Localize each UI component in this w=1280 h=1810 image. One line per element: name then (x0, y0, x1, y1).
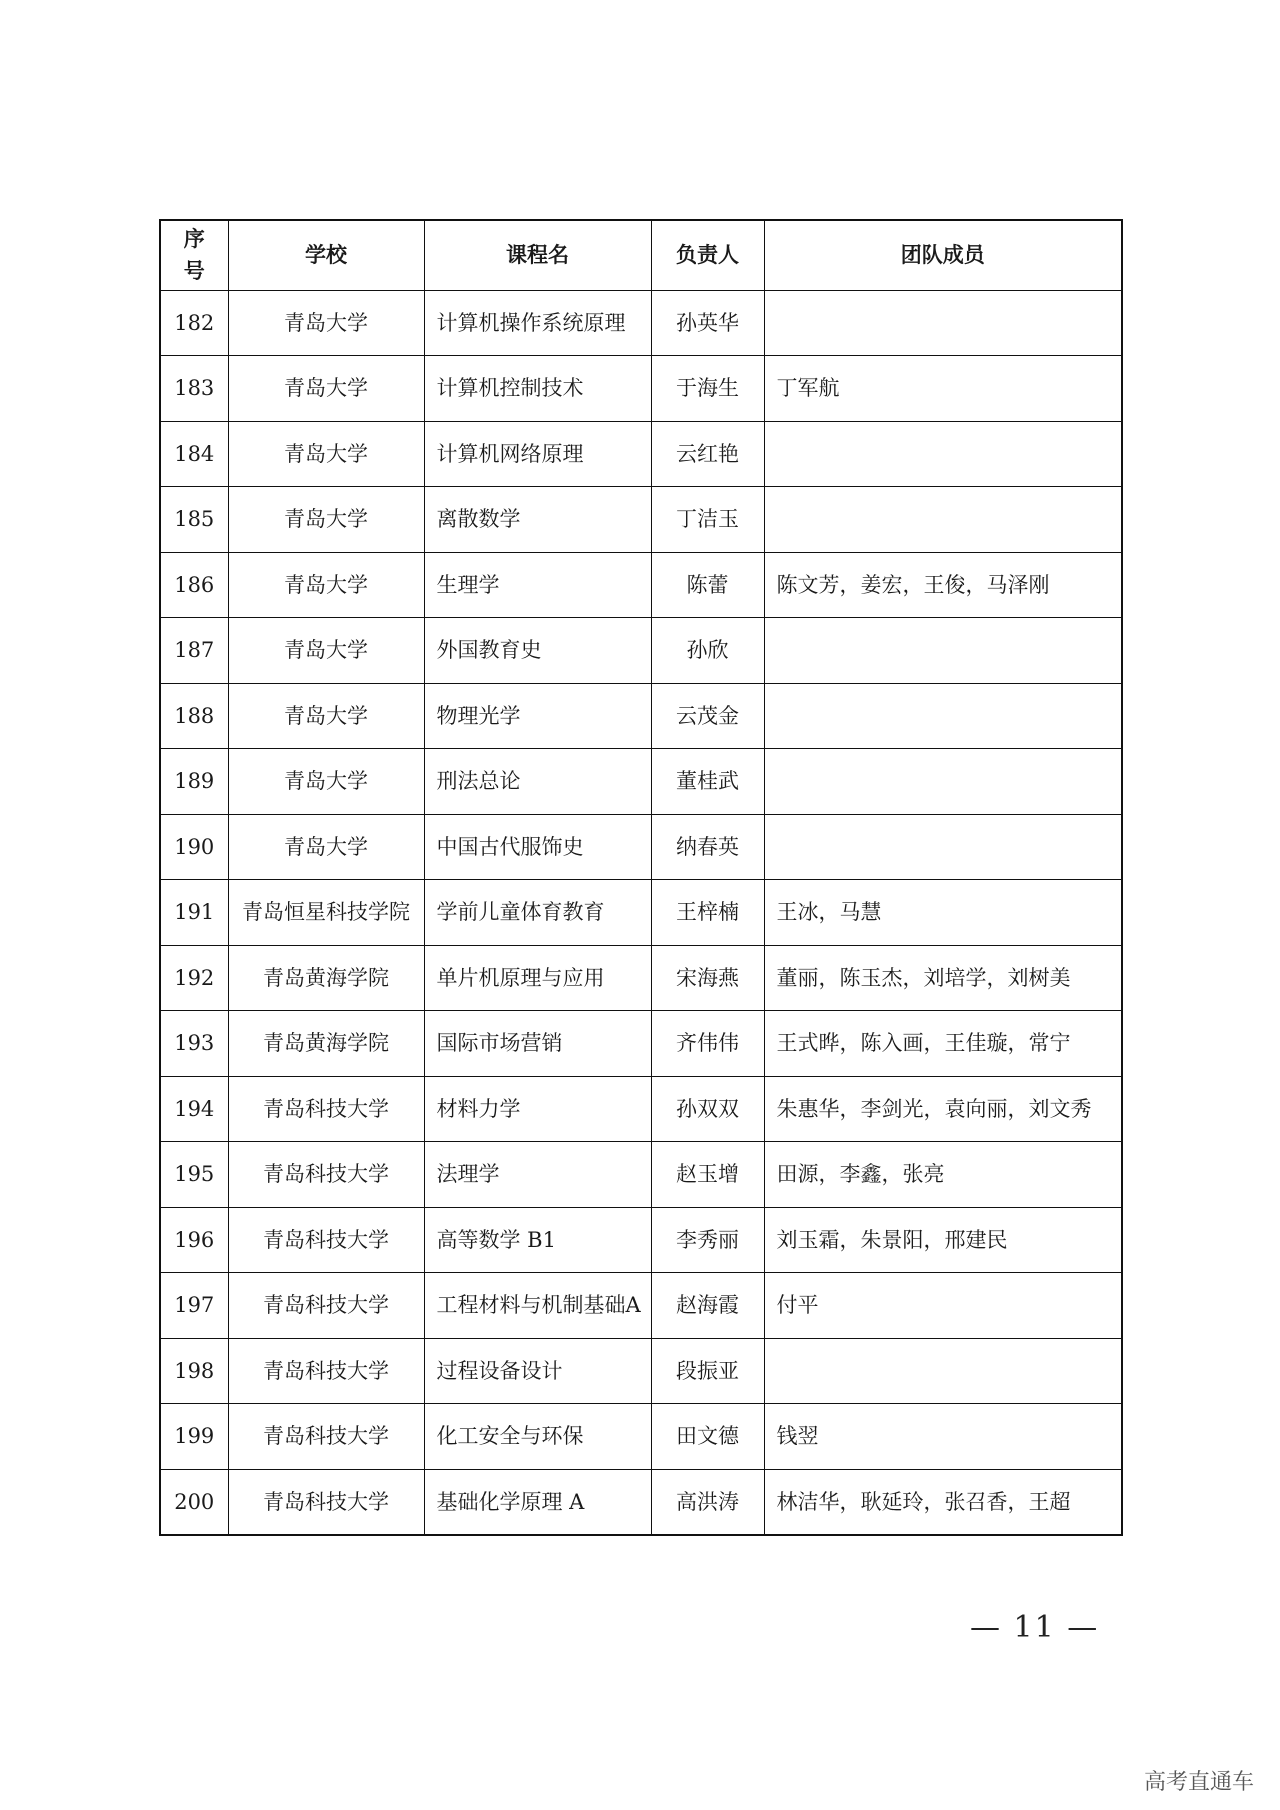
cell-school: 青岛大学 (228, 749, 424, 815)
cell-lead: 董桂武 (651, 749, 764, 815)
header-serial-line1: 序 (183, 227, 205, 252)
cell-serial-number: 191 (160, 880, 228, 946)
page-number: — 11 — (970, 1610, 1100, 1645)
cell-lead: 赵玉增 (651, 1142, 764, 1208)
cell-course: 基础化学原理 A (424, 1469, 651, 1535)
header-serial-line2: 号 (183, 259, 205, 284)
cell-team: 朱惠华，李剑光，袁向丽，刘文秀 (764, 1076, 1122, 1142)
table-row (160, 1273, 1122, 1339)
table-row (160, 421, 1122, 487)
cell-serial-number: 182 (160, 290, 228, 356)
cell-school: 青岛大学 (228, 814, 424, 880)
cell-school: 青岛科技大学 (228, 1338, 424, 1404)
cell-school: 青岛大学 (228, 421, 424, 487)
cell-school: 青岛科技大学 (228, 1469, 424, 1535)
table-row (160, 1469, 1122, 1535)
cell-school: 青岛大学 (228, 552, 424, 618)
cell-lead: 段振亚 (651, 1338, 764, 1404)
cell-lead: 丁洁玉 (651, 487, 764, 553)
cell-course: 国际市场营销 (424, 1011, 651, 1077)
cell-school: 青岛黄海学院 (228, 1011, 424, 1077)
table-body (160, 290, 1122, 1535)
cell-school: 青岛黄海学院 (228, 945, 424, 1011)
cell-team (764, 618, 1122, 684)
cell-course: 化工安全与环保 (424, 1404, 651, 1470)
cell-course: 物理光学 (424, 683, 651, 749)
table-row (160, 1338, 1122, 1404)
table-row (160, 618, 1122, 684)
header-school: 学校 (228, 220, 424, 290)
cell-lead: 孙双双 (651, 1076, 764, 1142)
cell-lead: 于海生 (651, 356, 764, 422)
cell-school: 青岛科技大学 (228, 1142, 424, 1208)
cell-lead: 云茂金 (651, 683, 764, 749)
cell-course: 刑法总论 (424, 749, 651, 815)
cell-serial-number: 197 (160, 1273, 228, 1339)
cell-school: 青岛科技大学 (228, 1273, 424, 1339)
cell-serial-number: 193 (160, 1011, 228, 1077)
cell-team (764, 421, 1122, 487)
cell-serial-number: 187 (160, 618, 228, 684)
cell-school: 青岛大学 (228, 356, 424, 422)
course-table (159, 219, 1123, 1536)
header-serial-number (160, 220, 228, 290)
cell-serial-number: 199 (160, 1404, 228, 1470)
table-row (160, 1142, 1122, 1208)
cell-serial-number: 192 (160, 945, 228, 1011)
cell-school: 青岛大学 (228, 487, 424, 553)
cell-team: 王冰，马慧 (764, 880, 1122, 946)
cell-serial-number: 189 (160, 749, 228, 815)
cell-team (764, 683, 1122, 749)
cell-lead: 宋海燕 (651, 945, 764, 1011)
cell-course: 外国教育史 (424, 618, 651, 684)
cell-team (764, 814, 1122, 880)
table-row (160, 1404, 1122, 1470)
cell-school: 青岛大学 (228, 290, 424, 356)
cell-course: 法理学 (424, 1142, 651, 1208)
cell-team: 田源，李鑫，张亮 (764, 1142, 1122, 1208)
cell-serial-number: 184 (160, 421, 228, 487)
cell-serial-number: 190 (160, 814, 228, 880)
cell-serial-number: 198 (160, 1338, 228, 1404)
cell-lead: 云红艳 (651, 421, 764, 487)
table-row (160, 749, 1122, 815)
cell-serial-number: 183 (160, 356, 228, 422)
cell-serial-number: 195 (160, 1142, 228, 1208)
cell-serial-number: 194 (160, 1076, 228, 1142)
cell-lead: 孙欣 (651, 618, 764, 684)
cell-course: 工程材料与机制基础A (424, 1273, 651, 1339)
cell-lead: 王梓楠 (651, 880, 764, 946)
cell-serial-number: 196 (160, 1207, 228, 1273)
cell-school: 青岛大学 (228, 618, 424, 684)
cell-course: 材料力学 (424, 1076, 651, 1142)
cell-course: 计算机操作系统原理 (424, 290, 651, 356)
cell-lead: 李秀丽 (651, 1207, 764, 1273)
cell-lead: 纳春英 (651, 814, 764, 880)
cell-team: 丁军航 (764, 356, 1122, 422)
cell-team: 刘玉霜，朱景阳，邢建民 (764, 1207, 1122, 1273)
cell-team (764, 749, 1122, 815)
cell-serial-number: 186 (160, 552, 228, 618)
cell-lead: 田文德 (651, 1404, 764, 1470)
cell-course: 计算机网络原理 (424, 421, 651, 487)
cell-course: 单片机原理与应用 (424, 945, 651, 1011)
cell-course: 中国古代服饰史 (424, 814, 651, 880)
cell-lead: 齐伟伟 (651, 1011, 764, 1077)
table-row (160, 487, 1122, 553)
table-row (160, 880, 1122, 946)
cell-lead: 高洪涛 (651, 1469, 764, 1535)
cell-school: 青岛科技大学 (228, 1076, 424, 1142)
cell-school: 青岛科技大学 (228, 1207, 424, 1273)
header-team: 团队成员 (764, 220, 1122, 290)
cell-team: 林洁华，耿延玲，张召香，王超 (764, 1469, 1122, 1535)
cell-serial-number: 188 (160, 683, 228, 749)
cell-course: 学前儿童体育教育 (424, 880, 651, 946)
table-row (160, 1207, 1122, 1273)
table-header-row (160, 220, 1122, 290)
table-row (160, 552, 1122, 618)
table-row (160, 1011, 1122, 1077)
table-row (160, 945, 1122, 1011)
cell-course: 高等数学 B1 (424, 1207, 651, 1273)
cell-team: 王式晔，陈入画，王佳璇，常宁 (764, 1011, 1122, 1077)
cell-team (764, 290, 1122, 356)
table-row (160, 814, 1122, 880)
header-lead: 负责人 (651, 220, 764, 290)
header-course: 课程名 (424, 220, 651, 290)
watermark: 高考直通车 (1143, 1770, 1254, 1795)
cell-team (764, 1338, 1122, 1404)
cell-lead: 赵海霞 (651, 1273, 764, 1339)
cell-team: 付平 (764, 1273, 1122, 1339)
cell-course: 生理学 (424, 552, 651, 618)
table-row (160, 290, 1122, 356)
table-row (160, 1076, 1122, 1142)
cell-lead: 孙英华 (651, 290, 764, 356)
cell-team: 董丽，陈玉杰，刘培学，刘树美 (764, 945, 1122, 1011)
cell-team (764, 487, 1122, 553)
cell-serial-number: 200 (160, 1469, 228, 1535)
cell-team: 钱翌 (764, 1404, 1122, 1470)
cell-school: 青岛大学 (228, 683, 424, 749)
cell-course: 过程设备设计 (424, 1338, 651, 1404)
table-row (160, 356, 1122, 422)
cell-lead: 陈蕾 (651, 552, 764, 618)
cell-course: 离散数学 (424, 487, 651, 553)
cell-course: 计算机控制技术 (424, 356, 651, 422)
cell-school: 青岛科技大学 (228, 1404, 424, 1470)
table-row (160, 683, 1122, 749)
cell-team: 陈文芳，姜宏，王俊，马泽刚 (764, 552, 1122, 618)
cell-school: 青岛恒星科技学院 (228, 880, 424, 946)
cell-serial-number: 185 (160, 487, 228, 553)
